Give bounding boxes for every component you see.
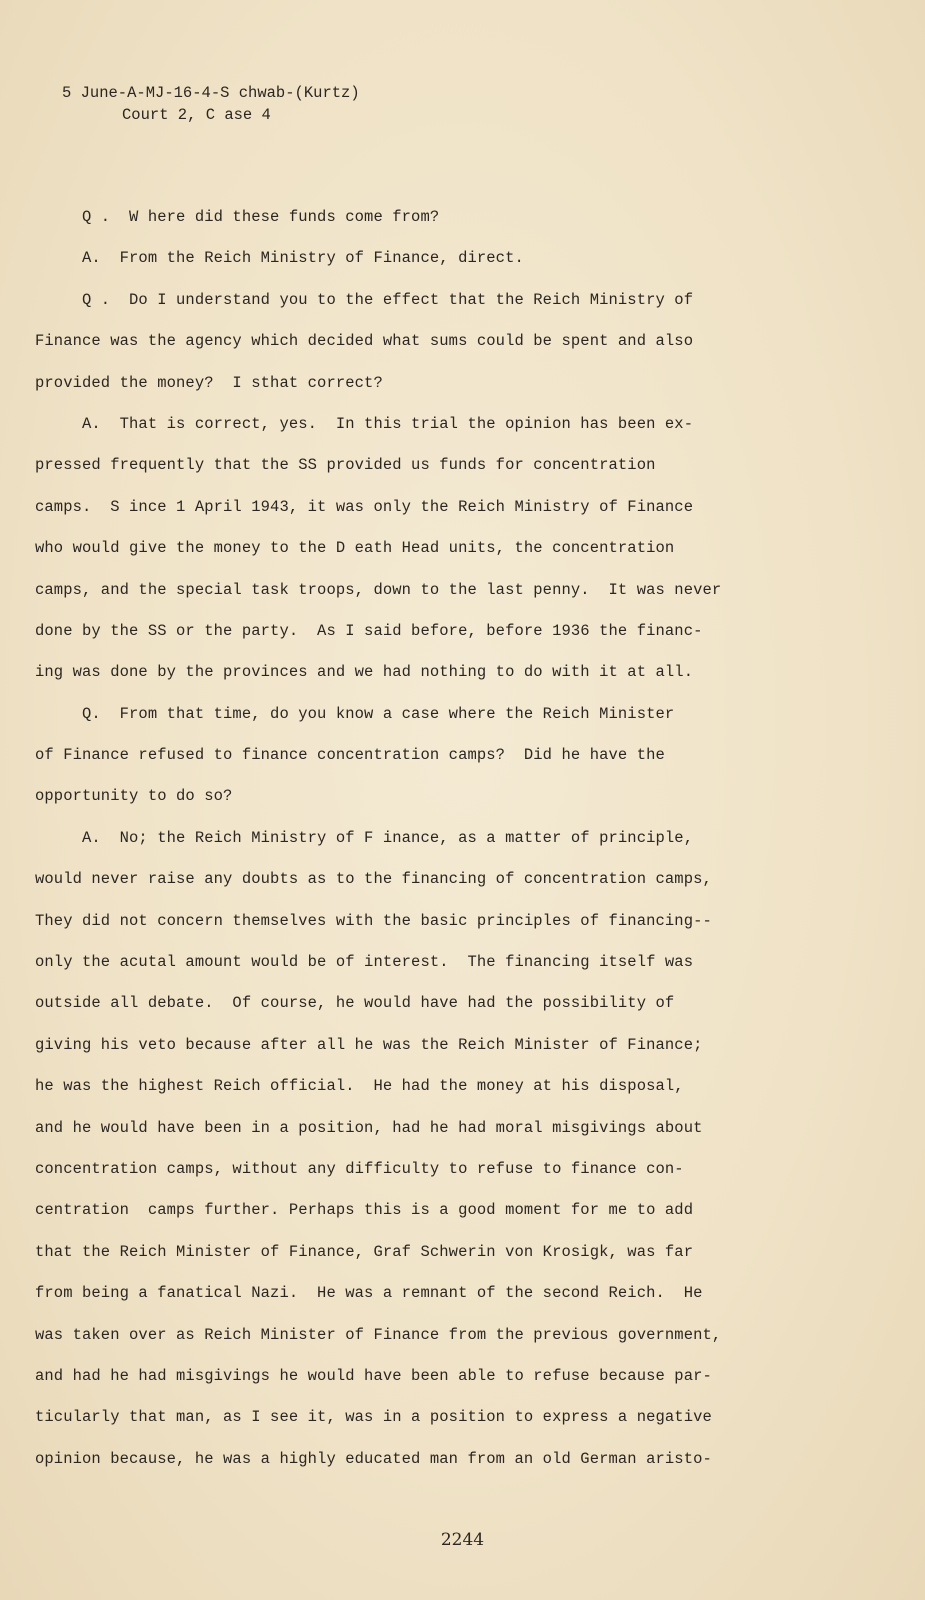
text-line: would never raise any doubts as to the financing of concentration camps, bbox=[35, 870, 712, 889]
text-line: that the Reich Minister of Finance, Graf Schwerin von Krosigk, was far bbox=[35, 1242, 694, 1261]
text-line: and he would have been in a position, had he had moral misgivings about bbox=[35, 1118, 703, 1137]
text-line: giving his veto because after all he was the Reich Minister of Finance; bbox=[35, 1035, 703, 1054]
text-line: outside all debate. Of course, he would have had the possibility of bbox=[35, 994, 675, 1013]
text-line: camps, and the special task troops, down to the last penny. It was never bbox=[35, 580, 722, 599]
text-line: was taken over as Reich Minister of Finance from the previous government, bbox=[35, 1325, 722, 1344]
text-line: They did not concern themselves with the basic principles of financing-- bbox=[35, 911, 712, 930]
transcript-body bbox=[35, 205, 785, 1488]
text-line: concentration camps, without any difficulty to refuse to finance con- bbox=[35, 1159, 684, 1178]
text-line: of Finance refused to finance concentration camps? Did he have the bbox=[35, 746, 665, 765]
text-line: camps. S ince 1 April 1943, it was only the Reich Ministry of Finance bbox=[35, 497, 694, 516]
text-line: Q. From that time, do you know a case where the Reich Minister bbox=[35, 704, 675, 723]
text-line: opportunity to do so? bbox=[35, 787, 233, 806]
text-line: done by the SS or the party. As I said before, before 1936 the financ- bbox=[35, 621, 703, 640]
text-line: who would give the money to the D eath Head units, the concentration bbox=[35, 539, 675, 558]
header-session-line: 5 June-A-MJ-16-4-S chwab-(Kurtz) bbox=[62, 84, 360, 102]
text-line: Q . Do I understand you to the effect that the Reich Ministry of bbox=[35, 290, 694, 309]
page-number: 2244 bbox=[440, 1530, 485, 1550]
text-line: Finance was the agency which decided what sums could be spent and also bbox=[35, 332, 694, 351]
text-line: A. That is correct, yes. In this trial the opinion has been ex- bbox=[35, 414, 694, 433]
text-line: and had he had misgivings he would have been able to refuse because par- bbox=[35, 1366, 712, 1385]
text-line: from being a fanatical Nazi. He was a remnant of the second Reich. He bbox=[35, 1284, 703, 1303]
text-line: he was the highest Reich official. He had the money at his disposal, bbox=[35, 1077, 684, 1096]
document-header bbox=[62, 82, 360, 126]
text-line: opinion because, he was a highly educated man from an old German aristo- bbox=[35, 1449, 712, 1468]
text-line: ing was done by the provinces and we had nothing to do with it at all. bbox=[35, 663, 694, 682]
text-line: provided the money? I sthat correct? bbox=[35, 373, 383, 392]
header-court-line: Court 2, C ase 4 bbox=[122, 106, 271, 124]
text-line: pressed frequently that the SS provided us funds for concentration bbox=[35, 456, 656, 475]
text-line: ticularly that man, as I see it, was in a position to express a negative bbox=[35, 1408, 712, 1427]
text-line: Q . W here did these funds come from? bbox=[35, 208, 440, 226]
text-line: A. No; the Reich Ministry of F inance, as a matter of principle, bbox=[35, 828, 694, 847]
text-line: only the acutal amount would be of interest. The financing itself was bbox=[35, 953, 694, 972]
text-line: centration camps further. Perhaps this is a good moment for me to add bbox=[35, 1201, 694, 1220]
text-line: A. From the Reich Ministry of Finance, direct. bbox=[35, 249, 524, 268]
